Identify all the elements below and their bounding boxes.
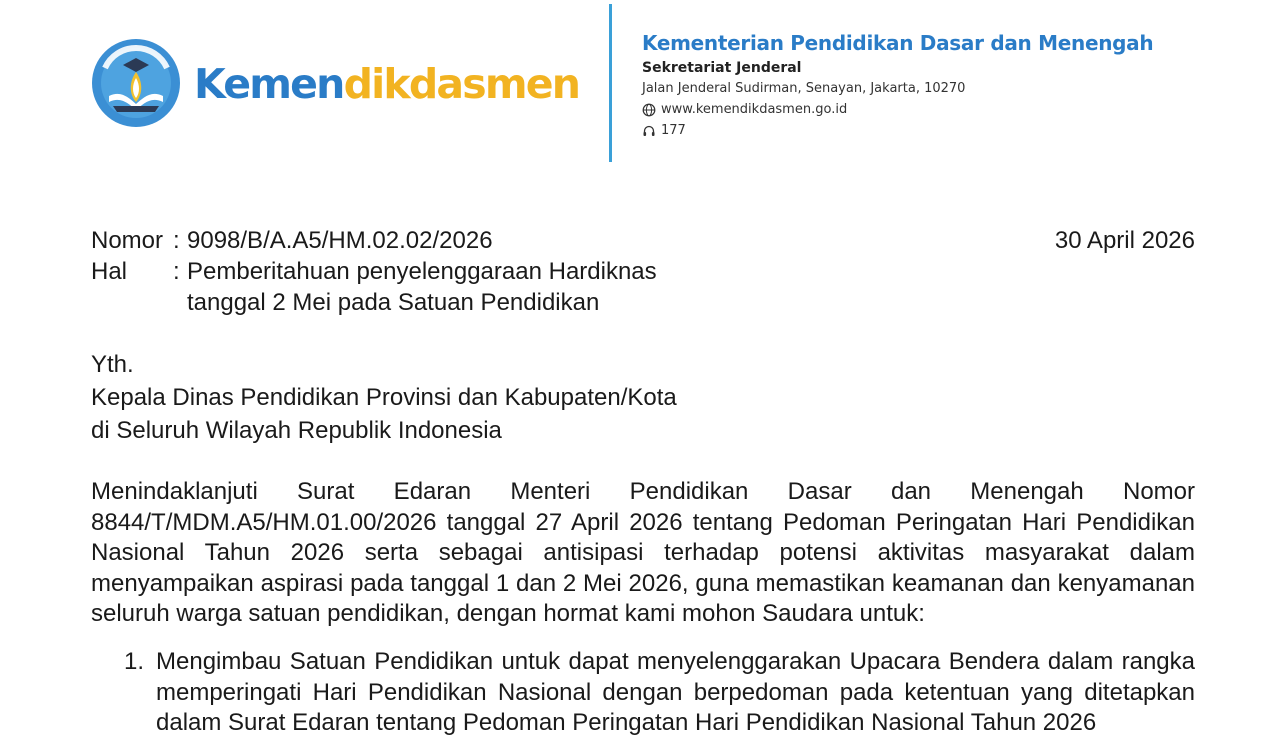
addressee-line-2: di Seluruh Wilayah Republik Indonesia xyxy=(91,417,502,444)
instruction-list xyxy=(91,647,1195,739)
subject-row-2 xyxy=(91,287,1195,318)
addressee-line-1: Kepala Dinas Pendidikan Provinsi dan Kabupaten/Kota xyxy=(91,384,677,411)
list-item-number: 1. xyxy=(124,648,145,675)
phone-row xyxy=(642,121,1202,141)
letter-number: 9098/B/A.A5/HM.02.02/2026 xyxy=(187,227,493,254)
ministry-logo xyxy=(91,38,591,130)
website-row xyxy=(642,100,1202,120)
website-link[interactable]: www.kemendikdasmen.go.id xyxy=(661,102,848,117)
list-item-text: Mengimbau Satuan Pendidikan untuk dapat menyelenggarakan Upacara Bendera dalam rangka memperingati Hari Pendidikan Nasional dengan berpedoman pada ketentuan yang ditetapkan dalam Surat Edaran tentang Pedoman Peringatan Hari Pendidikan Nasional Tahun 2026 xyxy=(156,648,1195,736)
letterhead-divider xyxy=(609,4,612,162)
phone-number: 177 xyxy=(661,123,686,138)
letter-meta xyxy=(91,225,1195,318)
secretariat-name: Sekretariat Jenderal xyxy=(642,60,802,76)
number-row xyxy=(91,225,1195,256)
subject-label: Hal xyxy=(91,258,128,285)
tut-wuri-handayani-emblem-icon xyxy=(91,38,181,128)
brand-part2: dikdasmen xyxy=(343,60,580,108)
letter-date: 30 April 2026 xyxy=(1054,227,1195,254)
subject-line-2: tanggal 2 Mei pada Satuan Pendidikan xyxy=(187,289,600,316)
addressee-block xyxy=(91,348,677,447)
subject-colon: : xyxy=(173,258,180,285)
list-item xyxy=(91,647,1195,739)
brand-part1: Kemen xyxy=(194,60,344,108)
office-address: Jalan Jenderal Sudirman, Senayan, Jakarta, 10270 xyxy=(642,81,966,96)
brand-wordmark xyxy=(194,56,579,112)
headset-icon xyxy=(642,124,656,138)
body-paragraph: Menindaklanjuti Surat Edaran Menteri Pendidikan Dasar dan Menengah Nomor 8844/T/MDM.A5/HM.01.00/2026 tanggal 27 April 2026 tentang Pedoman Peringatan Hari Pendidikan Nasional Tahun 2026 serta sebagai antisipasi terhadap potensi aktivitas masyarakat dalam menyampaikan aspirasi pada tanggal 1 dan 2 Mei 2026, guna memastikan keamanan dan kenyamanan seluruh warga satuan pendidikan, dengan hormat kami mohon Saudara untuk: xyxy=(91,478,1195,627)
subject-row xyxy=(91,256,1195,287)
globe-icon xyxy=(642,103,656,117)
ministry-name: Kementerian Pendidikan Dasar dan Menengah xyxy=(642,31,1154,55)
salutation: Yth. xyxy=(91,351,134,378)
number-label: Nomor xyxy=(91,227,164,254)
letterhead-info xyxy=(642,28,1202,141)
subject-line-1: Pemberitahuan penyelenggaraan Hardiknas xyxy=(187,258,657,285)
number-colon: : xyxy=(173,227,180,254)
